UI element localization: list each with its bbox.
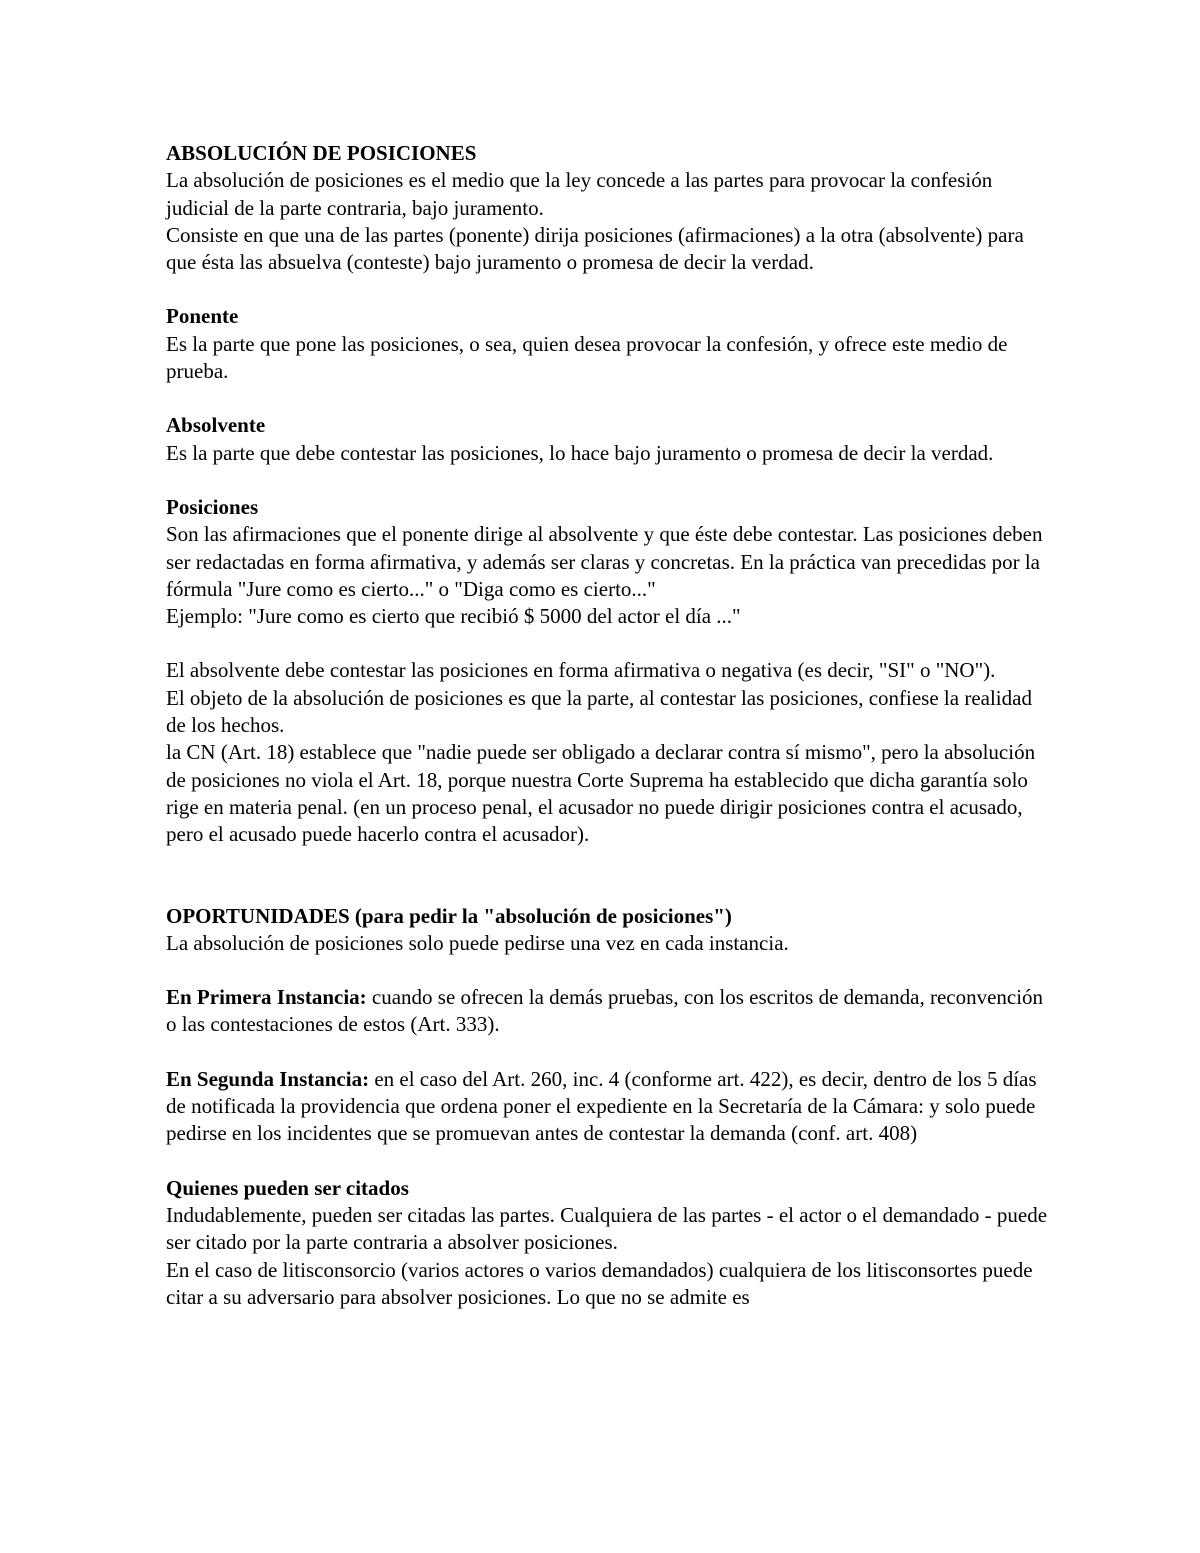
ponente-text: Es la parte que pone las posiciones, o sea, quien desea provocar la confesión, y ofrece este medio de prueba. [166, 331, 1008, 384]
posiciones-section [166, 494, 1050, 630]
citados-paragraph-2: En el caso de litisconsorcio (varios actores o varios demandados) cualquiera de los litisconsortes puede citar a su adversario para absolver posiciones. Lo que no se admite es [166, 1257, 1033, 1309]
segunda-instancia-lead: En Segunda Instancia: [166, 1066, 370, 1091]
absolvente-section [166, 412, 1050, 467]
absolvente-text: Es la parte que debe contestar las posiciones, lo hace bajo juramento o promesa de decir la verdad. [166, 440, 994, 465]
absolvente-heading: Absolvente [166, 413, 266, 438]
primera-instancia-text: cuando se ofrecen la demás pruebas, con los escritos de demanda, reconvención o las contestaciones de estos (Art. 333). [166, 985, 1044, 1037]
oportunidades-text: La absolución de posiciones solo puede pedirse una vez en cada instancia. [166, 930, 789, 955]
segunda-instancia-section [166, 1066, 1050, 1148]
ponente-section [166, 303, 1050, 385]
citados-paragraph-1: Indudablemente, pueden ser citadas las partes. Cualquiera de las partes - el actor o el demandado - puede ser citado por la parte contraria a absolver posiciones. [166, 1202, 1048, 1255]
intro-section [166, 140, 1050, 276]
primera-instancia-lead: En Primera Instancia: [166, 985, 367, 1010]
segunda-instancia-text: en el caso del Art. 260, inc. 4 (conforme art. 422), es decir, dentro de los 5 días de notificada la providencia que ordena poner el expediente en la Secretaría de la Cámara: y solo puede pedirse en los incidentes que se promuevan antes de contestar la demanda (conf. art. 408) [166, 1066, 1037, 1146]
details-paragraph-3: la CN (Art. 18) establece que "nadie puede ser obligado a declarar contra sí mismo", pero la absolución de posiciones no viola el Art. 18, porque nuestra Corte Suprema ha establecido que dicha garantía solo rige en materia penal. (en un proceso penal, el acusador no puede dirigir posiciones contra el acusado, pero el acusado puede hacerlo contra el acusador). [166, 740, 1036, 847]
oportunidades-heading: OPORTUNIDADES (para pedir la "absolución de posiciones") [166, 903, 732, 928]
posiciones-heading: Posiciones [166, 494, 259, 519]
primera-instancia-section [166, 984, 1050, 1039]
details-section [166, 657, 1050, 848]
details-paragraph-1: El absolvente debe contestar las posiciones en forma afirmativa o negativa (es decir, "SI" o "NO"). [166, 658, 996, 683]
posiciones-example: Ejemplo: "Jure como es cierto que recibió $ 5000 del actor el día ..." [166, 604, 741, 629]
oportunidades-section [166, 903, 1050, 958]
posiciones-text: Son las afirmaciones que el ponente dirige al absolvente y que éste debe contestar. Las posiciones deben ser redactadas en forma afirmativa, y además ser claras y concretas. En la práctica van precedidas por la fórmula "Jure como es cierto..." o "Diga como es cierto..." [166, 522, 1043, 601]
ponente-heading: Ponente [166, 304, 239, 329]
intro-paragraph-2: Consiste en que una de las partes (ponente) dirija posiciones (afirmaciones) a la otra (absolvente) para que ésta las absuelva (conteste) bajo juramento o promesa de decir la verdad. [166, 222, 1024, 275]
citados-heading: Quienes pueden ser citados [166, 1175, 409, 1200]
document-title: ABSOLUCIÓN DE POSICIONES [166, 141, 477, 165]
primera-instancia-paragraph [166, 984, 1050, 1039]
segunda-instancia-paragraph [166, 1066, 1050, 1148]
citados-section [166, 1175, 1050, 1311]
details-paragraph-2: El objeto de la absolución de posiciones es que la parte, al contestar las posiciones, confiese la realidad de los hechos. [166, 685, 1032, 738]
intro-paragraph-1: La absolución de posiciones es el medio que la ley concede a las partes para provocar la confesión judicial de la parte contraria, bajo juramento. [166, 168, 993, 220]
